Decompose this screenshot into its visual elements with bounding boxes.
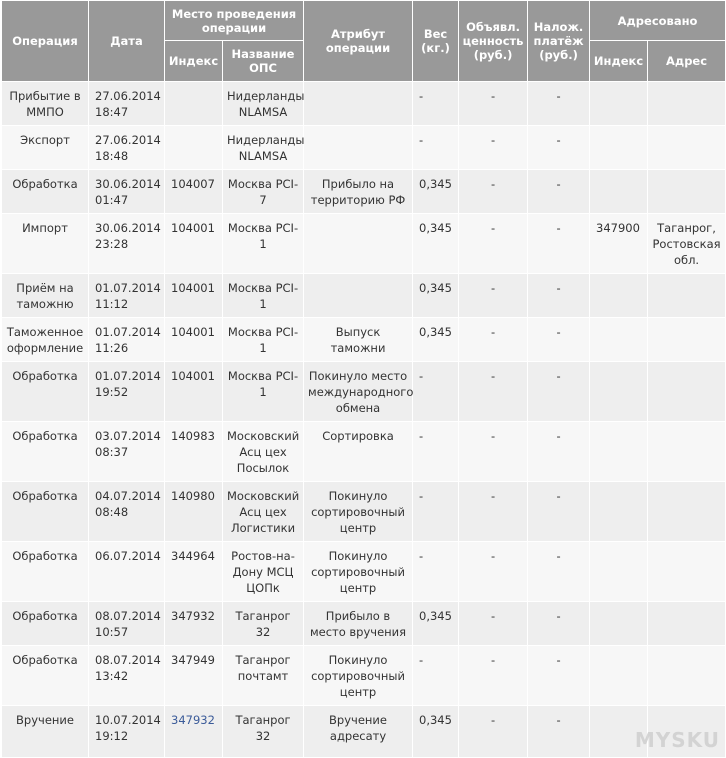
place-index-cell: 140983: [165, 422, 223, 482]
weight-cell: 0,345: [413, 274, 459, 318]
cod-cell: -: [528, 422, 590, 482]
date-cell: 10.07.2014 19:12: [89, 706, 165, 758]
weight-cell: -: [413, 126, 459, 170]
place-index-cell: 344964: [165, 542, 223, 602]
header-operation: Операция: [2, 1, 89, 82]
addr-index-cell: [590, 82, 648, 126]
attribute-cell: [304, 82, 413, 126]
attribute-cell: Покинуло сортировочный центр: [304, 482, 413, 542]
date-cell: 27.06.2014 18:48: [89, 126, 165, 170]
place-index-cell: 347932: [165, 602, 223, 646]
operation-cell: Обработка: [2, 362, 89, 422]
place-name-cell: Московский Асц цех Логистики: [223, 482, 304, 542]
date-cell: 01.07.2014 11:12: [89, 274, 165, 318]
header-place-name: Название ОПС: [223, 41, 304, 82]
place-index-cell: [165, 82, 223, 126]
place-name-cell: Таганрог 32: [223, 706, 304, 758]
declared-value-cell: -: [459, 170, 528, 214]
header-place: Место проведения операции: [165, 1, 304, 41]
table-row: [2, 214, 726, 274]
weight-cell: 0,345: [413, 602, 459, 646]
place-index-cell: 104001: [165, 362, 223, 422]
declared-value-cell: -: [459, 362, 528, 422]
operation-cell: Обработка: [2, 482, 89, 542]
header-weight: Вес (кг.): [413, 1, 459, 82]
place-name-cell: Москва PCI-1: [223, 214, 304, 274]
cod-cell: -: [528, 362, 590, 422]
addr-index-cell: [590, 542, 648, 602]
operation-cell: Обработка: [2, 422, 89, 482]
addr-address-cell: [648, 422, 726, 482]
addr-address-cell: [648, 482, 726, 542]
date-cell: 06.07.2014: [89, 542, 165, 602]
operation-cell: Обработка: [2, 646, 89, 706]
declared-value-cell: -: [459, 602, 528, 646]
declared-value-cell: -: [459, 274, 528, 318]
date-cell: 01.07.2014 11:26: [89, 318, 165, 362]
place-index-cell: 104001: [165, 318, 223, 362]
cod-cell: -: [528, 214, 590, 274]
cod-cell: -: [528, 706, 590, 758]
place-index-cell[interactable]: [165, 706, 223, 758]
addr-address-cell: [648, 126, 726, 170]
place-name-cell: Нидерланды NLAMSA: [223, 82, 304, 126]
header-date: Дата: [89, 1, 165, 82]
weight-cell: -: [413, 82, 459, 126]
weight-cell: -: [413, 646, 459, 706]
addr-address-cell: [648, 82, 726, 126]
table-row: [2, 318, 726, 362]
header-cod: Налож. платёж (руб.): [528, 1, 590, 82]
declared-value-cell: -: [459, 82, 528, 126]
declared-value-cell: -: [459, 214, 528, 274]
declared-value-cell: -: [459, 542, 528, 602]
place-index-cell: [165, 126, 223, 170]
addr-index-cell: 347900: [590, 214, 648, 274]
attribute-cell: [304, 214, 413, 274]
table-row: [2, 706, 726, 758]
declared-value-cell: -: [459, 646, 528, 706]
attribute-cell: Покинуло место международного обмена: [304, 362, 413, 422]
addr-index-cell: [590, 422, 648, 482]
place-name-cell: Москва PCI-1: [223, 274, 304, 318]
attribute-cell: Прибыло в место вручения: [304, 602, 413, 646]
cod-cell: -: [528, 542, 590, 602]
date-cell: 27.06.2014 18:47: [89, 82, 165, 126]
operation-cell: Экспорт: [2, 126, 89, 170]
place-index-cell: 104001: [165, 214, 223, 274]
place-index-cell: 104001: [165, 274, 223, 318]
weight-cell: -: [413, 542, 459, 602]
cod-cell: -: [528, 482, 590, 542]
tracking-table: [1, 0, 726, 758]
watermark-logo: MYSKU: [634, 728, 720, 752]
addr-index-cell: [590, 646, 648, 706]
date-cell: 04.07.2014 08:48: [89, 482, 165, 542]
declared-value-cell: -: [459, 318, 528, 362]
operation-cell: Обработка: [2, 542, 89, 602]
place-name-cell: Таганрог почтамт: [223, 646, 304, 706]
addr-index-cell: [590, 170, 648, 214]
operation-cell: Таможенное оформление: [2, 318, 89, 362]
weight-cell: 0,345: [413, 170, 459, 214]
date-cell: 08.07.2014 13:42: [89, 646, 165, 706]
header-attribute: Атрибут операции: [304, 1, 413, 82]
addr-index-cell: [590, 482, 648, 542]
declared-value-cell: -: [459, 482, 528, 542]
header-declared-value: Объявл. ценность (руб.): [459, 1, 528, 82]
date-cell: 08.07.2014 10:57: [89, 602, 165, 646]
table-row: [2, 126, 726, 170]
table-row: [2, 542, 726, 602]
place-name-cell: Таганрог 32: [223, 602, 304, 646]
table-row: [2, 422, 726, 482]
weight-cell: 0,345: [413, 318, 459, 362]
weight-cell: -: [413, 422, 459, 482]
declared-value-cell: -: [459, 706, 528, 758]
date-cell: 30.06.2014 01:47: [89, 170, 165, 214]
operation-cell: Обработка: [2, 602, 89, 646]
addr-address-cell: [648, 646, 726, 706]
attribute-cell: Выпуск таможни: [304, 318, 413, 362]
place-name-cell: Нидерланды NLAMSA: [223, 126, 304, 170]
cod-cell: -: [528, 82, 590, 126]
weight-cell: -: [413, 362, 459, 422]
addr-address-cell: [648, 274, 726, 318]
postal-index-link[interactable]: 347932: [171, 713, 215, 727]
cod-cell: -: [528, 274, 590, 318]
attribute-cell: Сортировка: [304, 422, 413, 482]
place-name-cell: Москва PCI-7: [223, 170, 304, 214]
attribute-cell: Покинуло сортировочный центр: [304, 646, 413, 706]
addr-index-cell: [590, 274, 648, 318]
operation-cell: Прибытие в ММПО: [2, 82, 89, 126]
header-addr-address: Адрес: [648, 41, 726, 82]
header-addr-index: Индекс: [590, 41, 648, 82]
operation-cell: Вручение: [2, 706, 89, 758]
attribute-cell: Покинуло сортировочный центр: [304, 542, 413, 602]
attribute-cell: [304, 274, 413, 318]
table-row: [2, 170, 726, 214]
table-row: [2, 482, 726, 542]
attribute-cell: Вручение адресату: [304, 706, 413, 758]
place-index-cell: 104007: [165, 170, 223, 214]
date-cell: 03.07.2014 08:37: [89, 422, 165, 482]
place-name-cell: Москва PCI-1: [223, 318, 304, 362]
cod-cell: -: [528, 646, 590, 706]
cod-cell: -: [528, 170, 590, 214]
addr-address-cell: [648, 318, 726, 362]
weight-cell: 0,345: [413, 706, 459, 758]
attribute-cell: [304, 126, 413, 170]
place-name-cell: Москва PCI-1: [223, 362, 304, 422]
table-row: [2, 274, 726, 318]
addr-address-cell: [648, 602, 726, 646]
addr-address-cell: [648, 542, 726, 602]
table-row: [2, 602, 726, 646]
addr-index-cell: [590, 126, 648, 170]
place-name-cell: Ростов-на-Дону МСЦ ЦОПк: [223, 542, 304, 602]
operation-cell: Импорт: [2, 214, 89, 274]
weight-cell: -: [413, 482, 459, 542]
place-name-cell: Московский Асц цех Посылок: [223, 422, 304, 482]
addr-index-cell: [590, 362, 648, 422]
operation-cell: Приём на таможню: [2, 274, 89, 318]
cod-cell: -: [528, 602, 590, 646]
table-row: [2, 82, 726, 126]
addr-index-cell: [590, 602, 648, 646]
date-cell: 30.06.2014 23:28: [89, 214, 165, 274]
header-place-index: Индекс: [165, 41, 223, 82]
header-addressed: Адресовано: [590, 1, 726, 41]
attribute-cell: Прибыло на территорию РФ: [304, 170, 413, 214]
cod-cell: -: [528, 126, 590, 170]
addr-index-cell: [590, 318, 648, 362]
declared-value-cell: -: [459, 422, 528, 482]
operation-cell: Обработка: [2, 170, 89, 214]
date-cell: 01.07.2014 19:52: [89, 362, 165, 422]
addr-address-cell: Таганрог, Ростовская обл.: [648, 214, 726, 274]
place-index-cell: 347949: [165, 646, 223, 706]
place-index-cell: 140980: [165, 482, 223, 542]
addr-address-cell: [648, 170, 726, 214]
table-row: [2, 362, 726, 422]
declared-value-cell: -: [459, 126, 528, 170]
table-row: [2, 646, 726, 706]
weight-cell: 0,345: [413, 214, 459, 274]
addr-address-cell: [648, 362, 726, 422]
cod-cell: -: [528, 318, 590, 362]
